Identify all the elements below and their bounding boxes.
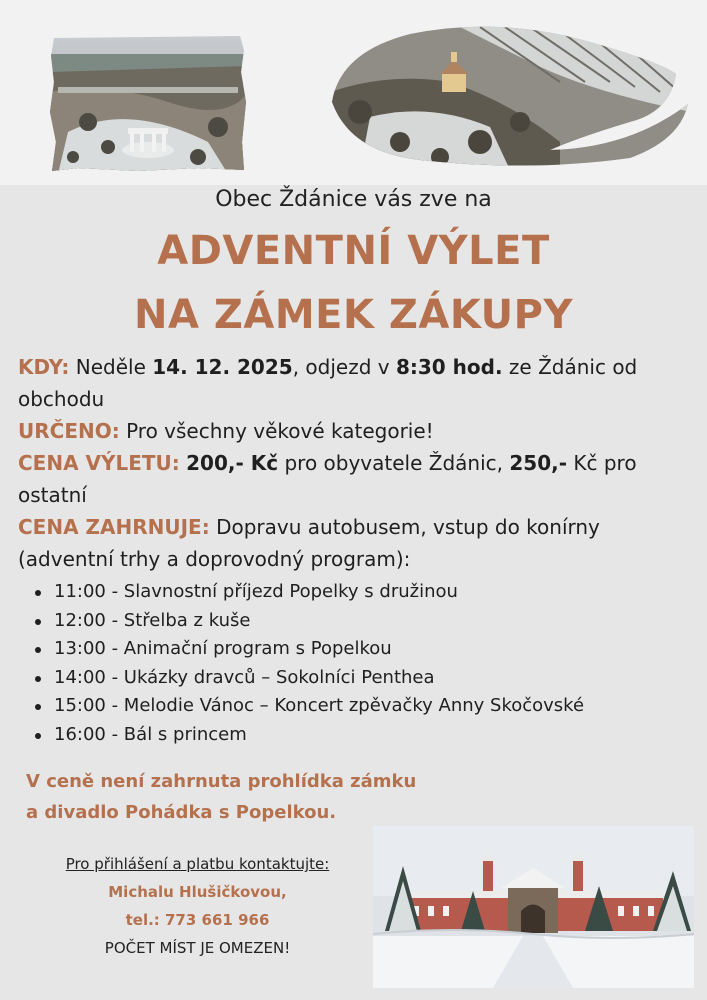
page-title-line1: ADVENTNÍ VÝLET bbox=[157, 228, 550, 274]
bullet-icon bbox=[35, 647, 41, 653]
bullet-icon bbox=[35, 733, 41, 739]
bullet-icon bbox=[35, 704, 41, 710]
schedule-item bbox=[32, 664, 688, 693]
event-date: 14. 12. 2025 bbox=[152, 355, 293, 379]
schedule-item-text: 12:00 - Střelba z kuše bbox=[54, 609, 251, 631]
price-residents: 200,- Kč bbox=[186, 451, 279, 475]
schedule-item bbox=[32, 578, 688, 607]
includes-paragraph bbox=[18, 511, 688, 575]
gloriette-aerial-photo bbox=[48, 32, 248, 174]
bullet-icon bbox=[35, 590, 41, 596]
event-details bbox=[18, 351, 688, 749]
bullet-icon bbox=[35, 676, 41, 682]
contact-heading: Pro přihlášení a platbu kontaktujte: bbox=[65, 855, 330, 873]
schedule-item bbox=[32, 721, 688, 750]
contact-block bbox=[0, 850, 395, 962]
contact-phone[interactable]: tel.: 773 661 966 bbox=[125, 911, 270, 929]
chapel-hill-aerial-photo bbox=[330, 22, 692, 170]
when-paragraph bbox=[18, 351, 688, 415]
schedule-item bbox=[32, 635, 688, 664]
note-line-2: a divadlo Pohádka s Popelkou. bbox=[26, 802, 337, 823]
schedule-item-text: 13:00 - Animační program s Popelkou bbox=[54, 638, 392, 659]
when-text: Neděle bbox=[69, 355, 153, 379]
schedule-item bbox=[32, 692, 688, 721]
not-included-note bbox=[26, 766, 416, 828]
when-label: KDY: bbox=[18, 355, 70, 379]
includes-label: CENA ZAHRNUJE: bbox=[18, 515, 210, 539]
schedule-item-text: 14:00 - Ukázky dravců – Sokolníci Penthea bbox=[54, 666, 435, 688]
schedule-item bbox=[32, 607, 688, 636]
audience-paragraph bbox=[18, 415, 688, 447]
when-text-3: ze Ždánic od obchodu bbox=[18, 355, 638, 411]
price-text-2: Kč pro ostatní bbox=[18, 451, 637, 507]
capacity-notice: POČET MÍST JE OMEZEN! bbox=[104, 939, 291, 957]
price-label: CENA VÝLETU: bbox=[18, 451, 180, 475]
schedule-item-text: 16:00 - Bál s princem bbox=[54, 723, 247, 745]
audience-text: Pro všechny věkové kategorie! bbox=[119, 419, 434, 443]
price-others: 250,- bbox=[509, 451, 568, 475]
page-title-line2: NA ZÁMEK ZÁKUPY bbox=[134, 292, 573, 338]
audience-label: URČENO: bbox=[18, 419, 120, 443]
invitation-intro: Obec Ždánice vás zve na bbox=[215, 187, 492, 212]
note-line-1: V ceně není zahrnuta prohlídka zámku bbox=[26, 771, 417, 792]
program-schedule bbox=[18, 578, 688, 749]
contact-name: Michalu Hlušičkovou, bbox=[108, 883, 287, 901]
includes-text: Dopravu autobusem, vstup do konírny (adventní trhy a doprovodný program): bbox=[18, 515, 600, 571]
bullet-icon bbox=[35, 619, 41, 625]
departure-time: 8:30 hod. bbox=[395, 355, 503, 379]
zakupy-chateau-photo bbox=[373, 826, 694, 988]
schedule-item-text: 11:00 - Slavnostní příjezd Popelky s družinou bbox=[54, 581, 458, 602]
when-text-2: , odjezd v bbox=[292, 355, 396, 379]
schedule-item-text: 15:00 - Melodie Vánoc – Koncert zpěvačky Anny Skočovské bbox=[54, 695, 585, 716]
price-text: pro obyvatele Ždánic, bbox=[278, 451, 510, 475]
price-paragraph bbox=[18, 447, 688, 511]
